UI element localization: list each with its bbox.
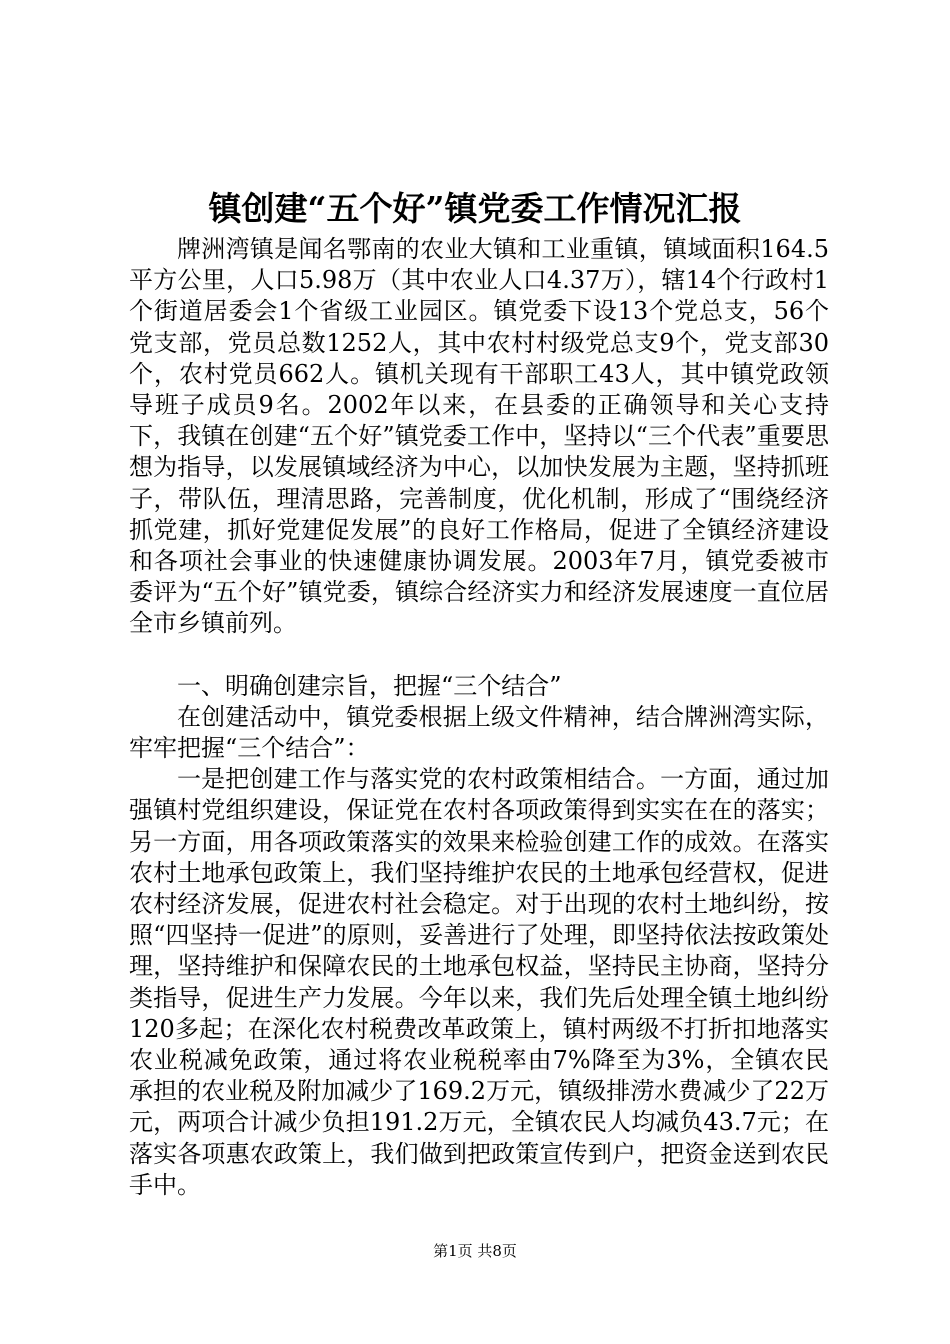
document-body [129, 234, 829, 1201]
section-heading: 一、明确创建宗旨，把握“三个结合” [177, 671, 562, 700]
intro-paragraph: 牌洲湾镇是闻名鄂南的农业大镇和工业重镇，镇域面积164.5平方公里，人口5.98万（其中农业人口4.37万），辖14个行政村1个街道居委会1个省级工业园区。镇党委下设13个党总支，56个党支部，党员总数1252人，其中农村村级党总支9个，党支部30个，农村党员662人。镇机关现有干部职工43人，其中镇党政领导班子成员9名。2002年以来，在县委的正确领导和关心支持下，我镇在创建“五个好”镇党委工作中，坚持以“三个代表”重要思想为指导，以发展镇域经济为中心，以加快发展为主题，坚持抓班子，带队伍，理清思路，完善制度，优化机制，形成了“围绕经济抓党建，抓好党建促发展”的良好工作格局，促进了全镇经济建设和各项社会事业的快速健康协调发展。2003年7月，镇党委被市委评为“五个好”镇党委，镇综合经济实力和经济发展速度一直位居全市乡镇前列。 [129, 235, 829, 638]
section-intro-paragraph: 在创建活动中，镇党委根据上级文件精神，结合牌洲湾实际，牢牢把握“三个结合”： [129, 702, 829, 763]
document-title: 镇创建“五个好”镇党委工作情况汇报 [208, 189, 742, 228]
page-number-footer: 第1页 共8页 [433, 1242, 517, 1260]
section-point-paragraph: 一是把创建工作与落实党的农村政策相结合。一方面，通过加强镇村党组织建设，保证党在农村各项政策得到实实在在的落实；另一方面，用各项政策落实的效果来检验创建工作的成效。在落实农村土地承包政策上，我们坚持维护农民的土地承包经营权，促进农村经济发展，促进农村社会稳定。对于出现的农村土地纠纷，按照“四坚持一促进”的原则，妥善进行了处理，即坚持依法按政策处理，坚持维护和保障农民的土地承包权益，坚持民主协商，坚持分类指导，促进生产力发展。今年以来，我们先后处理全镇土地纠纷120多起；在深化农村税费改革政策上，镇村两级不打折扣地落实农业税减免政策，通过将农业税税率由7%降至为3%，全镇农民承担的农业税及附加减少了169.2万元，镇级排涝水费减少了22万元，两项合计减少负担191.2万元，全镇农民人均减负43.7元；在落实各项惠农政策上，我们做到把政策宣传到户，把资金送到农民手中。 [129, 765, 829, 1199]
